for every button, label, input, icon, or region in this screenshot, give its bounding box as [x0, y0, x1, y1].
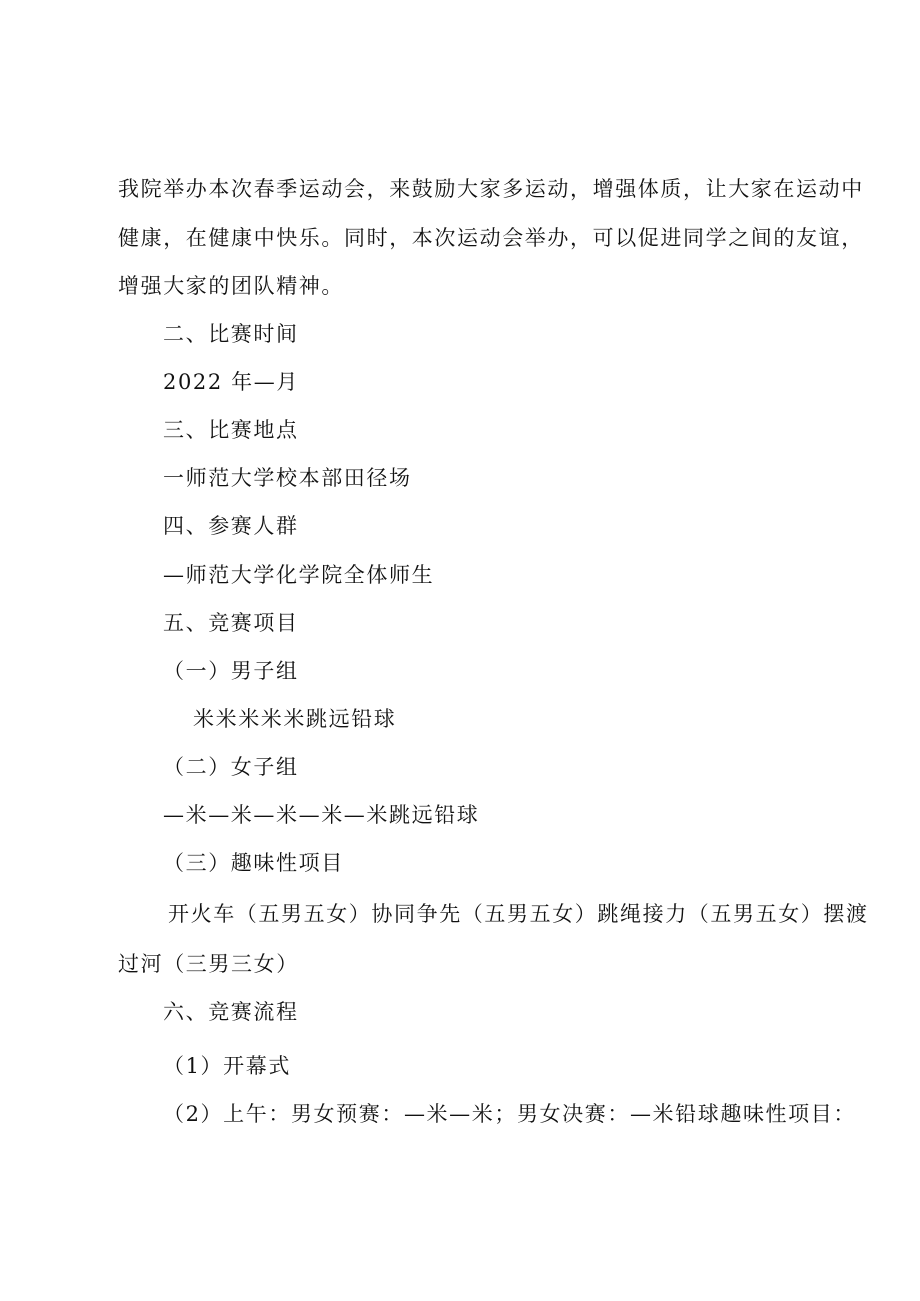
section-heading-participants: 四、参赛人群 [163, 514, 299, 538]
section-heading-time: 二、比赛时间 [163, 322, 299, 346]
fun-events-line-2: 过河（三男三女） [118, 952, 299, 976]
intro-line-1: 我院举办本次春季运动会，来鼓励大家多运动，增强体质，让大家在运动中 [118, 177, 864, 201]
process-step-1: （1）开幕式 [163, 1054, 291, 1078]
men-group-items: 米米米米米跳远铅球 [193, 707, 397, 731]
fun-events-heading: （三）趣味性项目 [163, 851, 344, 875]
women-group-heading: （二）女子组 [163, 755, 299, 779]
participants-value: —师范大学化学院全体师生 [163, 563, 435, 587]
section-heading-location: 三、比赛地点 [163, 418, 299, 442]
section-heading-process: 六、竞赛流程 [163, 1000, 299, 1024]
women-group-items: —米—米—米—米—米跳远铅球 [163, 803, 480, 827]
fun-events-line-1: 开火车（五男五女）协同争先（五男五女）跳绳接力（五男五女）摆渡 [168, 902, 869, 926]
intro-line-3: 增强大家的团队精神。 [118, 274, 344, 298]
intro-line-2: 健康，在健康中快乐。同时，本次运动会举办，可以促进同学之间的友谊， [118, 226, 864, 250]
section-heading-events: 五、竞赛项目 [163, 611, 299, 635]
men-group-heading: （一）男子组 [163, 659, 299, 683]
process-step-2: （2）上午：男女预赛：—米—米；男女决赛：—米铅球趣味性项目： [163, 1102, 856, 1126]
time-value: 2022 年—月 [163, 370, 299, 394]
location-value: 一师范大学校本部田径场 [163, 466, 412, 490]
